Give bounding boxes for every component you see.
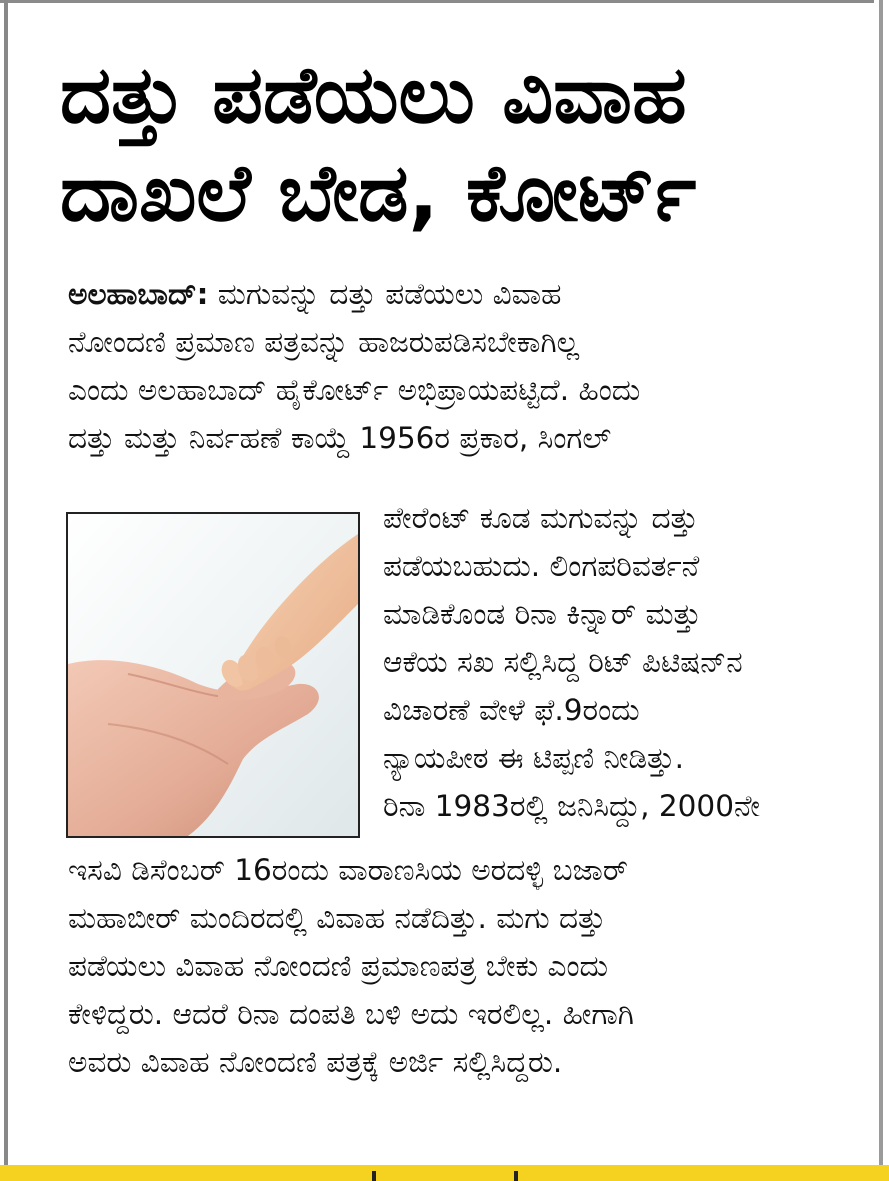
article-line: ಮಾಡಿಕೊಂಡ ರಿನಾ ಕಿನ್ನಾರ್ ಮತ್ತು <box>383 597 702 631</box>
article-line <box>68 270 868 318</box>
article-line: ವಿಚಾರಣೆ ವೇಳೆ ಫೆ.9ರಂದು <box>383 693 640 727</box>
top-border <box>0 0 874 3</box>
left-border <box>4 0 8 1165</box>
article-line: ಪಡೆಯಬಹುದು. ಲಿಂಗಪರಿವರ್ತನೆ <box>383 549 700 583</box>
article-closing <box>68 846 878 1086</box>
article-line: ಆಕೆಯ ಸಖ ಸಲ್ಲಿಸಿದ್ದ ರಿಟ್ ಪಿಟಿಷನ್‌ನ <box>383 645 743 679</box>
article-line-text: ಮಗುವನ್ನು ದತ್ತು ಪಡೆಯಲು ವಿವಾಹ <box>217 277 562 311</box>
dateline: ಅಲಹಾಬಾದ್: <box>68 277 209 311</box>
article-line: ನೋಂದಣಿ ಪ್ರಮಾಣ ಪತ್ರವನ್ನು ಹಾಜರುಪಡಿಸಬೇಕಾಗಿಲ್ಲ <box>68 325 580 359</box>
headline <box>60 46 880 242</box>
band-mark <box>372 1171 376 1181</box>
article-line: ಅವರು ವಿವಾಹ ನೋಂದಣಿ ಪತ್ರಕ್ಕೆ ಅರ್ಜಿ ಸಲ್ಲಿಸಿದ್ದರು. <box>68 1045 563 1079</box>
bottom-yellow-band <box>0 1165 889 1181</box>
article-line: ರಿನಾ 1983ರಲ್ಲಿ ಜನಿಸಿದ್ದು, 2000ನೇ <box>383 789 761 823</box>
article-line: ದತ್ತು ಮತ್ತು ನಿರ್ವಹಣೆ ಕಾಯ್ದೆ 1956ರ ಪ್ರಕಾರ, ಸಿಂಗಲ್ <box>68 421 612 455</box>
headline-line-1: ದತ್ತು ಪಡೆಯಲು ವಿವಾಹ <box>60 49 687 141</box>
article-line: ಇಸವಿ ಡಿಸೆಂಬರ್ 16ರಂದು ವಾರಾಣಸಿಯ ಅರದಳ್ಳಿ ಬಜಾರ್ <box>68 853 628 887</box>
headline-line-2: ದಾಖಲೆ ಬೇಡ, ಕೋರ್ಟ್ <box>60 147 697 239</box>
article-opening <box>68 270 868 462</box>
article-line: ಪಡೆಯಲು ವಿವಾಹ ನೋಂದಣಿ ಪ್ರಮಾಣಪತ್ರ ಬೇಕು ಎಂದು <box>68 949 608 983</box>
band-mark <box>514 1171 518 1181</box>
article-line: ನ್ಯಾಯಪೀಠ ಈ ಟಿಪ್ಪಣಿ ನೀಡಿತ್ತು. <box>383 741 684 775</box>
article-line: ಪೇರೆಂಟ್ ಕೂಡ ಮಗುವನ್ನು ದತ್ತು <box>383 501 699 535</box>
article-line: ಮಹಾಬೀರ್ ಮಂದಿರದಲ್ಲಿ ವಿವಾಹ ನಡೆದಿತ್ತು. ಮಗು ದತ್ತು <box>68 901 606 935</box>
article-line: ಎಂದು ಅಲಹಾಬಾದ್ ಹೈಕೋರ್ಟ್ ಅಭಿಪ್ರಾಯಪಟ್ಟಿದೆ. ಹಿಂದು <box>68 373 641 407</box>
article-side-column <box>383 494 871 830</box>
article-photo <box>66 512 360 838</box>
article-line: ಕೇಳಿದ್ದರು. ಆದರೆ ರಿನಾ ದಂಪತಿ ಬಳಿ ಅದು ಇರಲಿಲ್ಲ. ಹೀಗಾಗಿ <box>68 997 634 1031</box>
hands-photo-icon <box>68 514 358 836</box>
